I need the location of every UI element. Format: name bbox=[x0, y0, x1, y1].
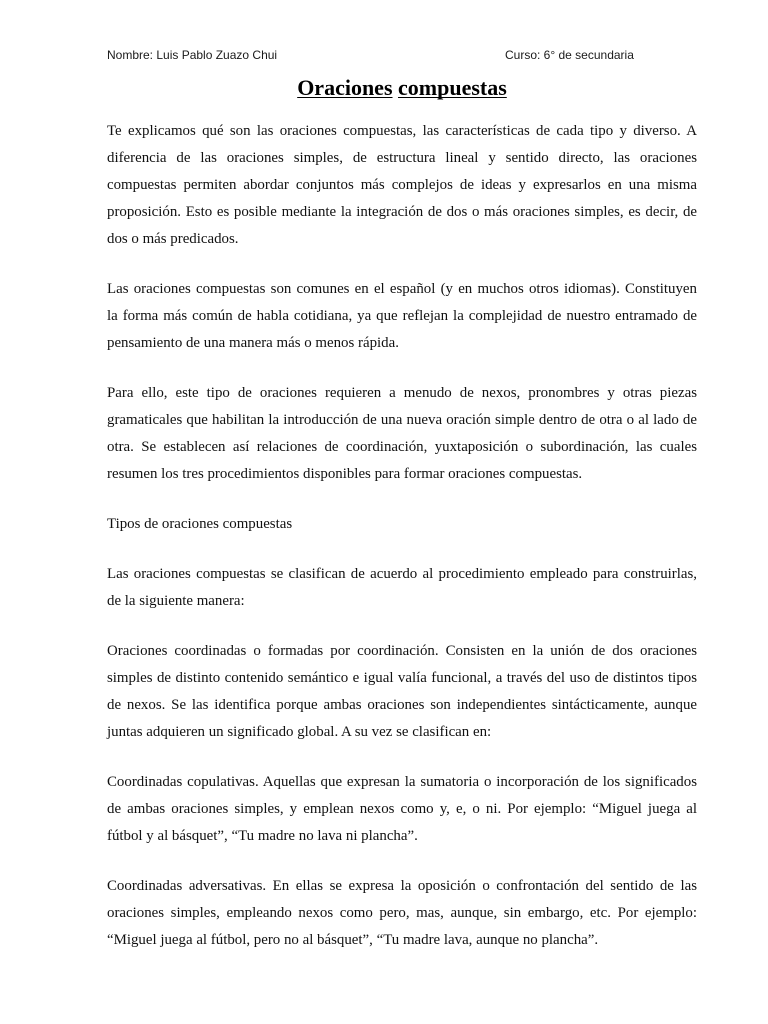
title-word: Oraciones bbox=[297, 75, 393, 100]
document-body bbox=[107, 118, 697, 977]
paragraph-line: otra. Se establecen así relaciones de coordinación, yuxtaposición o subordinación, las cuales bbox=[107, 439, 697, 455]
paragraph-line: Coordinadas copulativas. Aquellas que expresan la sumatoria o incorporación de los significados bbox=[107, 774, 697, 790]
paragraph-line: diferencia de las oraciones simples, de estructura lineal y sentido directo, las oraciones bbox=[107, 150, 697, 166]
paragraph-copulativas bbox=[107, 769, 697, 850]
paragraph-coordinadas bbox=[107, 638, 697, 746]
paragraph-line: Para ello, este tipo de oraciones requieren a menudo de nexos, pronombres y otras piezas bbox=[107, 385, 697, 401]
document-title bbox=[107, 75, 697, 101]
paragraph-line: de ambas oraciones simples, y emplean nexos como y, e, o ni. Por ejemplo: “Miguel juega al bbox=[107, 801, 697, 817]
student-name: Nombre: Luis Pablo Zuazo Chui bbox=[107, 48, 278, 62]
paragraph-line: juntas adquieren un significado global. A su vez se clasifican en: bbox=[107, 724, 492, 740]
paragraph-intro bbox=[107, 118, 697, 253]
section-heading: Tipos de oraciones compuestas bbox=[107, 516, 293, 532]
paragraph-line: Oraciones coordinadas o formadas por coordinación. Consisten en la unión de dos oraciones bbox=[107, 643, 697, 659]
paragraph-line: simples de distinto contenido semántico e igual valía funcional, a través del uso de distintos tipos bbox=[107, 670, 697, 686]
paragraph-line: resumen los tres procedimientos disponibles para formar oraciones compuestas. bbox=[107, 466, 583, 482]
paragraph-line: proposición. Esto es posible mediante la integración de dos o más oraciones simples, es decir, de bbox=[107, 204, 697, 220]
section-heading-block bbox=[107, 511, 697, 538]
paragraph-procedures bbox=[107, 380, 697, 488]
page-header bbox=[0, 47, 768, 63]
paragraph-line: Las oraciones compuestas se clasifican de acuerdo al procedimiento empleado para construirlas, bbox=[107, 566, 697, 582]
paragraph-adversativas bbox=[107, 873, 697, 954]
paragraph-classification bbox=[107, 561, 697, 615]
paragraph-line: Coordinadas adversativas. En ellas se expresa la oposición o confrontación del sentido de las bbox=[107, 878, 697, 894]
paragraph-line: dos o más predicados. bbox=[107, 231, 239, 247]
paragraph-line: de la siguiente manera: bbox=[107, 593, 245, 609]
paragraph-common-usage bbox=[107, 276, 697, 357]
paragraph-line: la forma más común de habla cotidiana, ya que reflejan la complejidad de nuestro entramado de bbox=[107, 308, 697, 324]
paragraph-line: fútbol y al básquet”, “Tu madre no lava ni plancha”. bbox=[107, 828, 418, 844]
paragraph-line: gramaticales que habilitan la introducción de una nueva oración simple dentro de otra o al lado de bbox=[107, 412, 697, 428]
paragraph-line: oraciones simples, empleando nexos como pero, mas, aunque, sin embargo, etc. Por ejemplo: bbox=[107, 905, 697, 921]
paragraph-line: de nexos. Se las identifica porque ambas oraciones son independientes sintácticamente, aunque bbox=[107, 697, 697, 713]
paragraph-line: compuestas permiten abordar conjuntos más complejos de ideas y expresarlos en una misma bbox=[107, 177, 697, 193]
paragraph-line: Las oraciones compuestas son comunes en el español (y en muchos otros idiomas). Constituyen bbox=[107, 281, 697, 297]
paragraph-line: pensamiento de una manera más o menos rápida. bbox=[107, 335, 399, 351]
course-label: Curso: 6° de secundaria bbox=[505, 48, 634, 62]
paragraph-line: “Miguel juega al fútbol, pero no al básquet”, “Tu madre lava, aunque no plancha”. bbox=[107, 932, 599, 948]
title-word: compuestas bbox=[398, 75, 507, 100]
paragraph-line: Te explicamos qué son las oraciones compuestas, las características de cada tipo y diverso. A bbox=[107, 123, 697, 139]
